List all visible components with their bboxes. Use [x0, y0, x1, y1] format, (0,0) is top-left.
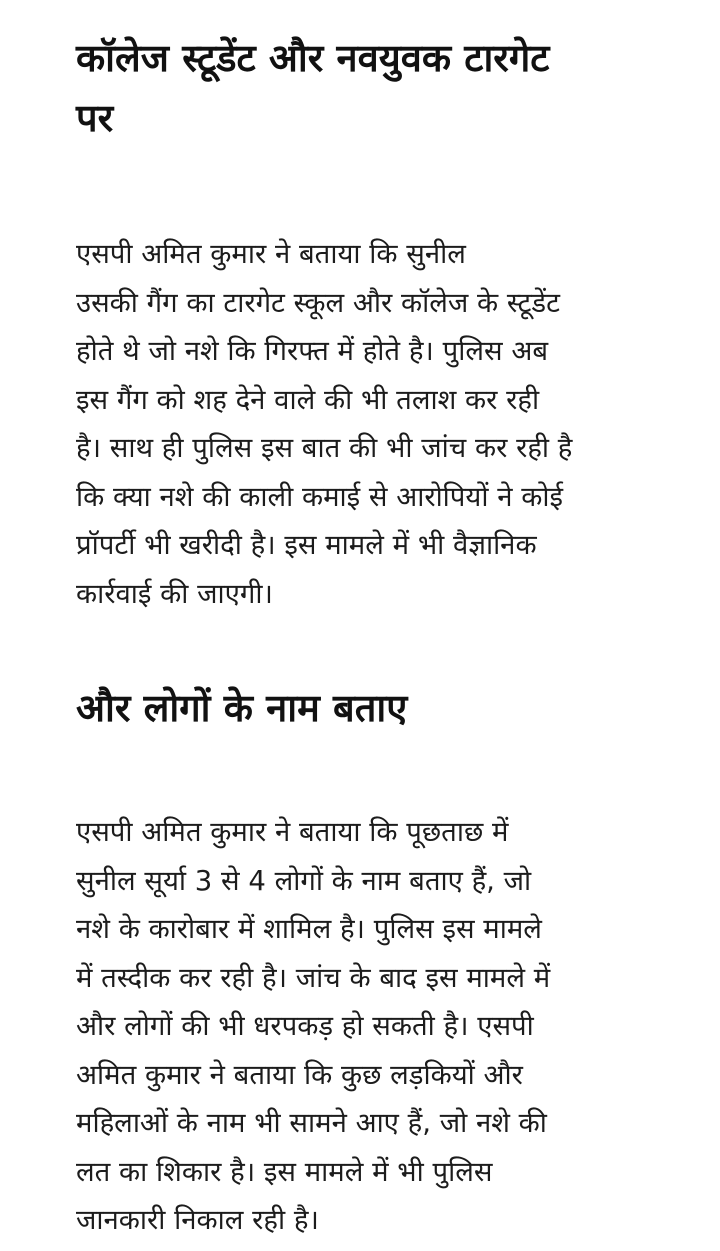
paragraph-line: प्रॉपर्टी भी खरीदी है। इस मामले में भी वैज्ञानिक [76, 529, 537, 561]
paragraph-line: जानकारी निकाल रही है। [76, 1204, 319, 1236]
section-paragraph [76, 808, 680, 1245]
paragraph-line: कार्रवाई की जाएगी। [76, 577, 273, 610]
paragraph-line: कि क्या नशे की काली कमाई से आरोपियों ने कोई [76, 480, 563, 513]
paragraph-line: महिलाओं के नाम भी सामने आए हैं, जो नशे की [76, 1107, 547, 1139]
paragraph-line: और लोगों की भी धरपकड़ हो सकती है। एसपी [76, 1010, 534, 1042]
paragraph-line: सुनील सूर्या 3 से 4 लोगों के नाम बताए हैं, जो [76, 864, 532, 897]
paragraph-line: एसपी अमित कुमार ने बताया कि पूछताछ में [76, 816, 509, 848]
paragraph-line: अमित कुमार ने बताया कि कुछ लड़कियों और [76, 1058, 523, 1091]
paragraph-line: उसकी गैंग का टारगेट स्कूल और कॉलेज के स्टूडेंट [76, 286, 560, 319]
paragraph-line: लत का शिकार है। इस मामले में भी पुलिस [76, 1155, 493, 1188]
heading-line: पर [76, 96, 114, 140]
section-heading [76, 28, 680, 148]
section-heading [76, 678, 680, 738]
paragraph-line: में तस्दीक कर रही है। जांच के बाद इस मामले में [76, 961, 551, 994]
paragraph-line: नशे के कारोबार में शामिल है। पुलिस इस मामले [76, 913, 542, 945]
paragraph-line: है। साथ ही पुलिस इस बात की भी जांच कर रही है [76, 432, 573, 464]
paragraph-line: एसपी अमित कुमार ने बताया कि सुनील [76, 238, 466, 270]
section-paragraph [76, 230, 680, 618]
heading-line: और लोगों के नाम बताए [76, 686, 408, 730]
paragraph-line: होते थे जो नशे कि गिरफ्त में होते है। पुलिस अब [76, 335, 549, 367]
paragraph-line: इस गैंग को शह देने वाले की भी तलाश कर रही [76, 383, 540, 416]
heading-line: कॉलेज स्टूडेंट और नवयुवक टारगेट [76, 36, 550, 80]
